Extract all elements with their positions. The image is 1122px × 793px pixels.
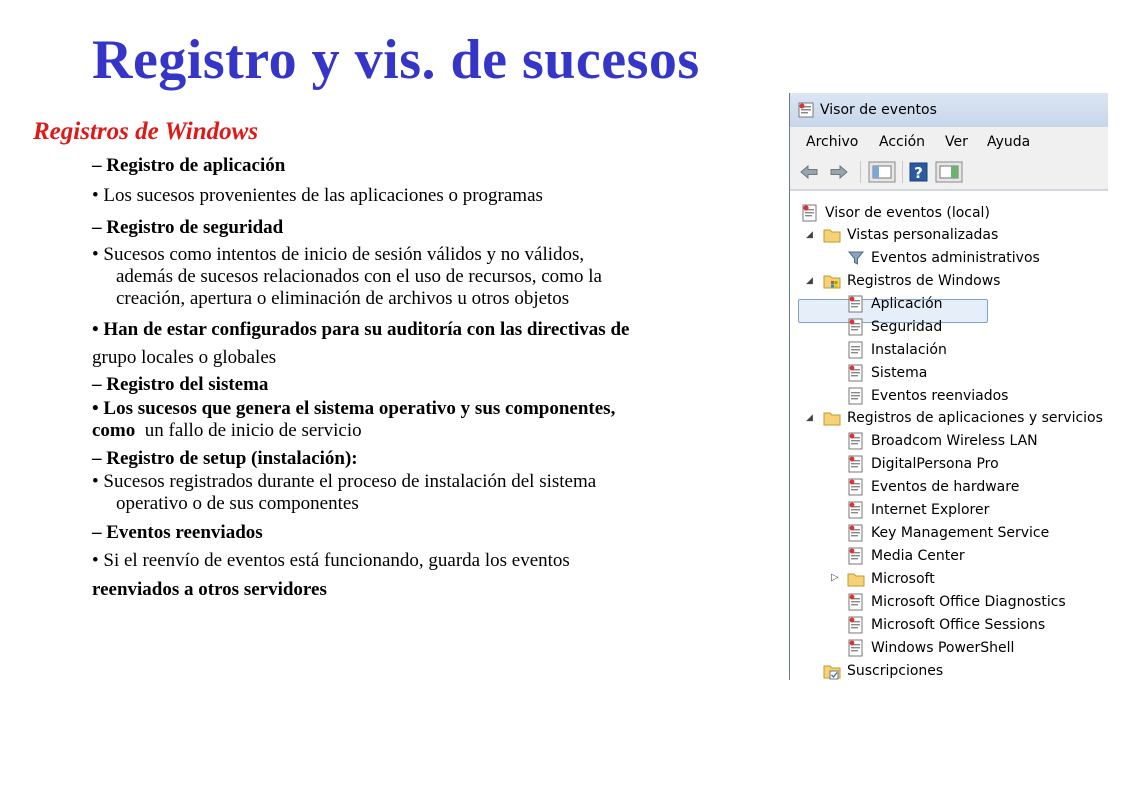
event-viewer-icon (801, 204, 819, 222)
menu-ayuda[interactable]: Ayuda (987, 134, 1031, 150)
app-log-header: – Registro de aplicación (92, 155, 286, 176)
slide-title: Registro y vis. de sucesos (92, 29, 700, 91)
forward-arrow-icon[interactable] (828, 161, 850, 183)
tree-app-ie-label: Internet Explorer (871, 502, 990, 518)
setup-log-desc-1: • Sucesos registrados durante el proceso de instalación del sistema (92, 471, 597, 492)
window-titlebar (790, 93, 1108, 127)
log-icon (847, 295, 865, 313)
collapsed-arrow-icon[interactable]: ▷ (831, 572, 839, 583)
tree-app-microsoft[interactable] (847, 568, 1077, 590)
system-log-desc-2-rest: un fallo de inicio de servicio (135, 420, 362, 441)
tree-app-ie[interactable] (847, 499, 1077, 521)
log-icon (847, 547, 865, 565)
tree-app-office-sessions-label: Microsoft Office Sessions (871, 617, 1046, 633)
tree-app-office-diagnostics-label: Microsoft Office Diagnostics (871, 594, 1066, 610)
setup-log-desc-2: operativo o de sus componentes (116, 493, 359, 514)
show-hide-tree-icon[interactable] (868, 161, 896, 183)
tree-app-kms-label: Key Management Service (871, 525, 1050, 541)
menu-ver[interactable]: Ver (945, 134, 968, 150)
tree-app-media-center[interactable] (847, 545, 1077, 567)
menu-accion[interactable]: Acción (879, 134, 926, 150)
tree-custom-views-label: Vistas personalizadas (847, 227, 999, 243)
help-icon[interactable] (909, 161, 929, 183)
forwarded-events-desc-1: • Si el reenvío de eventos está funcionando, guarda los eventos (92, 550, 570, 571)
audit-note-1: • Han de estar configurados para su auditoría con las directivas de (92, 319, 630, 340)
tree-log-instalacion[interactable] (847, 339, 1047, 361)
log-icon (847, 455, 865, 473)
tree-app-media-center-label: Media Center (871, 548, 965, 564)
system-log-desc-2 (92, 421, 362, 441)
tree-subscriptions[interactable] (823, 660, 1023, 680)
tree-app-digitalpersona[interactable] (847, 453, 1077, 475)
tree-app-office-sessions[interactable] (847, 614, 1097, 636)
tree-app-hardware[interactable] (847, 476, 1077, 498)
tree-app-hardware-label: Eventos de hardware (871, 479, 1020, 495)
action-pane-icon[interactable] (935, 161, 963, 183)
security-log-desc-1: • Sucesos como intentos de inicio de sesión válidos y no válidos, (92, 244, 585, 265)
tree-admin-events-label: Eventos administrativos (871, 250, 1040, 266)
log-icon (847, 432, 865, 450)
slide-subtitle: Registros de Windows (33, 118, 259, 145)
subscriptions-folder-icon (823, 662, 841, 680)
log-icon (847, 501, 865, 519)
expanded-arrow-icon[interactable]: ◢ (806, 276, 813, 286)
tree-admin-events[interactable] (847, 247, 1067, 269)
tree-log-sistema-label: Sistema (871, 365, 928, 381)
system-log-desc-2-bold: como (92, 420, 136, 441)
tree-app-powershell[interactable] (847, 637, 1097, 659)
folder-icon (823, 409, 841, 427)
expanded-arrow-icon[interactable]: ◢ (806, 413, 813, 423)
menu-archivo[interactable]: Archivo (806, 134, 859, 150)
tree-root[interactable] (801, 202, 991, 224)
tree-windows-logs-label: Registros de Windows (847, 273, 1001, 289)
tree-custom-views[interactable] (823, 224, 1023, 246)
tree-log-eventos-reenviados-label: Eventos reenviados (871, 388, 1009, 404)
tree-log-seguridad[interactable] (847, 316, 1047, 338)
folder-icon (847, 570, 865, 588)
filter-icon (847, 249, 865, 267)
tree-log-sistema[interactable] (847, 362, 1047, 384)
security-log-desc-2: además de sucesos relacionados con el uso de recursos, como la (116, 266, 602, 287)
tree-app-powershell-label: Windows PowerShell (871, 640, 1015, 656)
setup-log-header: – Registro de setup (instalación): (92, 448, 358, 469)
svg-text:?: ? (914, 164, 923, 182)
system-log-header: – Registro del sistema (92, 374, 269, 395)
log-icon (847, 616, 865, 634)
audit-note-2: grupo locales o globales (92, 347, 277, 368)
tree-app-broadcom-label: Broadcom Wireless LAN (871, 433, 1038, 449)
expanded-arrow-icon[interactable]: ◢ (806, 230, 813, 240)
window-title: Visor de eventos (820, 102, 937, 118)
log-icon (847, 524, 865, 542)
log-icon (847, 387, 865, 405)
event-viewer-icon (798, 102, 814, 118)
log-icon (847, 341, 865, 359)
tree-root-label: Visor de eventos (local) (825, 205, 990, 221)
tree-app-broadcom[interactable] (847, 430, 1077, 452)
forwarded-events-header: – Eventos reenviados (92, 522, 263, 543)
log-icon (847, 478, 865, 496)
log-icon (847, 593, 865, 611)
system-log-desc-1: • Los sucesos que genera el sistema operativo y sus componentes, (92, 398, 616, 419)
tree-log-aplicacion[interactable] (847, 293, 1047, 315)
security-log-desc-3: creación, apertura o eliminación de archivos u otros objetos (116, 288, 570, 309)
tree-app-microsoft-label: Microsoft (871, 571, 935, 587)
folder-icon (823, 226, 841, 244)
tree-log-aplicacion-label: Aplicación (871, 296, 943, 312)
menu-bar (790, 127, 1108, 155)
tree-app-digitalpersona-label: DigitalPersona Pro (871, 456, 999, 472)
tree-app-services[interactable] (823, 407, 1103, 429)
tree-log-eventos-reenviados[interactable] (847, 385, 1047, 407)
toolbar (790, 155, 1108, 190)
event-viewer-window (789, 93, 1108, 680)
tree-subscriptions-label: Suscripciones (847, 663, 944, 679)
tree-app-office-diagnostics[interactable] (847, 591, 1097, 613)
log-icon (847, 318, 865, 336)
windows-logs-folder-icon (823, 272, 841, 290)
event-tree (790, 190, 1108, 680)
tree-log-instalacion-label: Instalación (871, 342, 947, 358)
back-arrow-icon[interactable] (798, 161, 820, 183)
tree-app-kms[interactable] (847, 522, 1077, 544)
tree-windows-logs[interactable] (823, 270, 1023, 292)
app-log-desc: • Los sucesos provenientes de las aplicaciones o programas (92, 185, 543, 206)
forwarded-events-desc-2: reenviados a otros servidores (92, 579, 327, 600)
log-icon (847, 364, 865, 382)
log-icon (847, 639, 865, 657)
tree-app-services-label: Registros de aplicaciones y servicios (847, 410, 1103, 426)
tree-log-seguridad-label: Seguridad (871, 319, 943, 335)
security-log-header: – Registro de seguridad (92, 217, 284, 238)
